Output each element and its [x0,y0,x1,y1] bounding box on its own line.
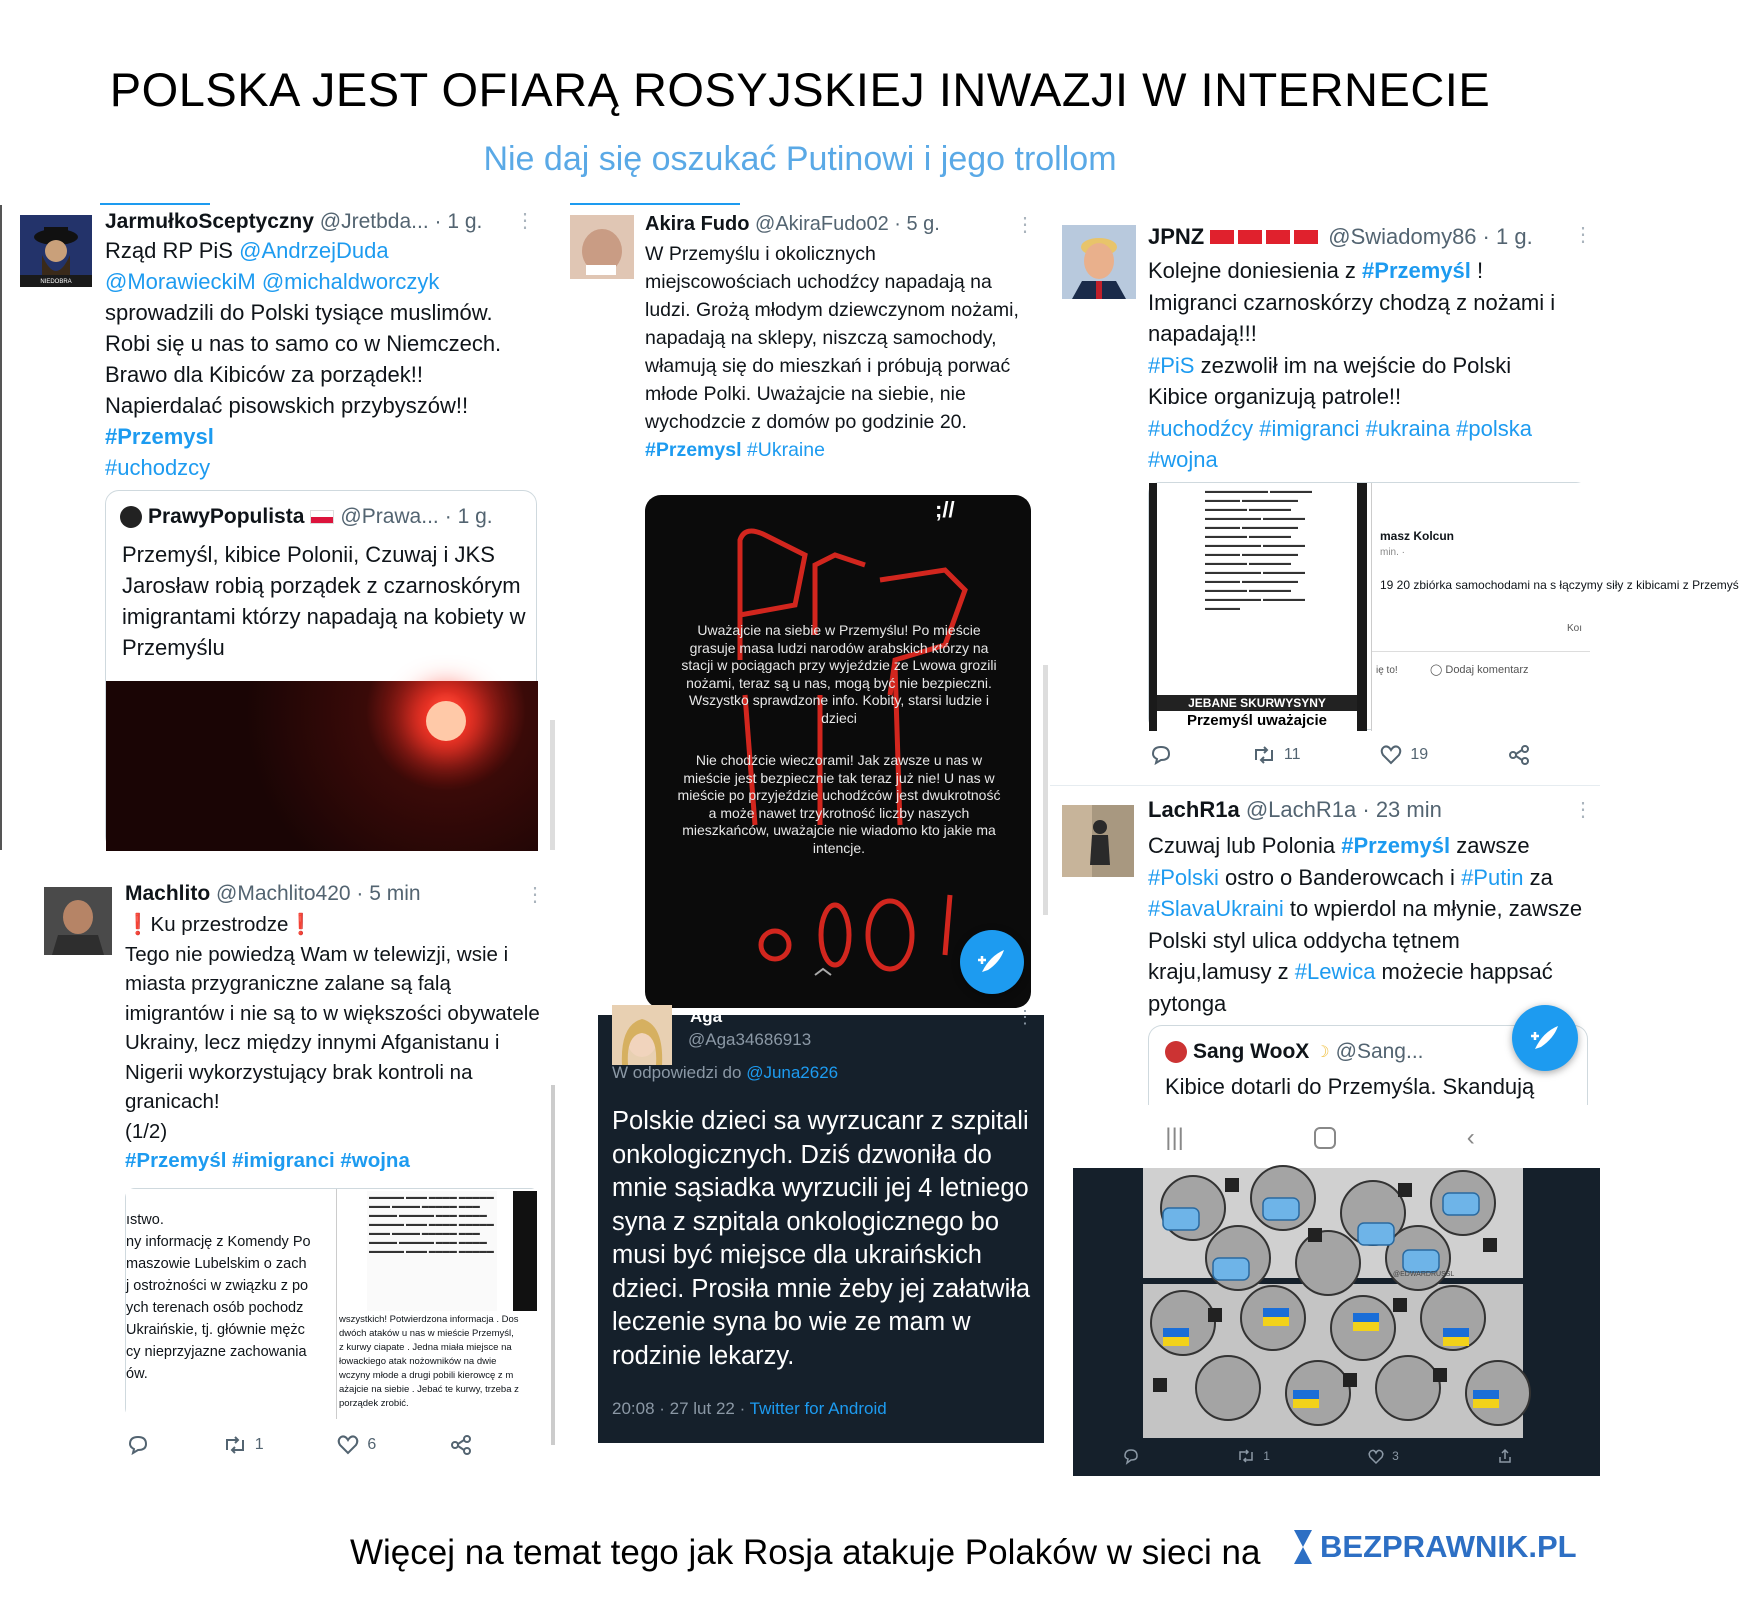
tweet-text: (1/2) [125,1119,168,1143]
tweet-memes[interactable] [1073,1168,1600,1476]
hashtag-link[interactable]: #Lewica [1294,959,1376,984]
hashtag-link[interactable]: #SlavaUkraini [1148,896,1284,921]
user-handle[interactable]: @Jretbda... [319,210,429,233]
screenshot-text: z kurwy ciapate . Jedna miała miejsce na [339,1342,512,1353]
screenshot-meta: min. · [1380,547,1405,558]
screenshot-dark-strip [513,1191,537,1311]
like-count: 19 [1410,746,1429,763]
screenshot-text: cy nieprzyjazne zachowania [126,1344,307,1360]
screenshot-divider [1372,651,1590,652]
screenshot-like: ię to! [1376,665,1398,676]
user-handle[interactable]: @Machlito420 [216,882,351,905]
user-name[interactable]: Machlito [125,882,211,905]
exclamation-icon: ❗ [125,913,151,936]
compose-icon [1512,1005,1578,1071]
like-count: 6 [367,1436,377,1453]
quote-text: Kibice dotarli do Przemyśla. Skandują [1165,1074,1535,1099]
tweet-time: · 5 min [356,882,421,905]
compose-button[interactable] [960,930,1024,994]
poland-flag-icon [1210,230,1322,244]
back-icon[interactable]: ‹ [1466,1124,1475,1151]
page-subtitle: Nie daj się oszukać Putinowi i jego trollom [483,140,1117,178]
tweet-text: za [1523,864,1553,890]
reply-button[interactable] [127,1435,149,1455]
quote-header [120,505,493,529]
tweet-text: możecie happsać pytonga [1148,959,1553,1016]
media-text: Nie chodźcie wieczorami! Jak zawsze u nas w mieście jest bezpiecznie tak teraz już nie! U nas w mieście po przyjeździe uchodźców jest dwukrotność a może nawet trzykrotność liczby naszych mieszkańców, uważajcie nie wiadomo kto jakie ma intencje. [677,752,1001,856]
like-button[interactable] [337,1435,376,1455]
more-icon[interactable]: ⋮ [1573,799,1593,821]
hourglass-icon [1292,1528,1314,1566]
brand-name[interactable]: BEZPRAWNIK.PL [1320,1529,1577,1564]
hashtag-link[interactable]: #Przemyśl #imigranci #wojna [125,1149,410,1172]
tweet-text: Brawo dla Kibiców za porządek!! [105,362,423,387]
screenshot-text: Ukraińskie, tj. głównie mężc [126,1322,305,1338]
reply-prefix: W odpowiedzi do [612,1063,747,1082]
mention-link[interactable]: @AndrzejDuda [239,238,389,263]
tweet-text: zezwolił im na wejście do Polski [1194,352,1512,378]
compose-button[interactable] [1512,1005,1578,1071]
recent-apps-icon[interactable]: ||| [1165,1124,1184,1151]
tweet-text: Napierdalać pisowskich przybyszów!! [105,393,469,418]
screenshot-caption-block [339,1313,540,1411]
tweet-text: Kolejne doniesienia z [1148,258,1363,283]
hashtag-link[interactable]: #uchodźcy #imigranci #ukraina #polska #wojna [1148,415,1532,472]
tweet-time: · 1 g. [434,210,483,233]
retweet-count: 11 [1283,746,1301,763]
reply-icon [1150,745,1172,765]
retweet-count: 1 [1263,1449,1270,1463]
moon-icon: ☽ [1315,1044,1330,1061]
more-icon[interactable]: ⋮ [515,210,535,232]
hashtag-link[interactable]: #Putin [1461,864,1524,890]
tweet-text: Imigranci czarnoskórzy chodzą z nożami i napadają!!! [1148,289,1556,346]
screenshot-text: ıstwo. [126,1212,164,1228]
share-icon [450,1435,472,1455]
video-light [426,701,466,741]
tweet-text: sprowadzili do Polski tysiące muslimów. [105,300,493,325]
hashtag-link[interactable]: #PiS [1148,352,1195,378]
avatar-woman-icon [612,1005,672,1065]
retweet-button[interactable] [223,1436,264,1454]
tweet-actions [127,1435,472,1455]
like-count: 3 [1392,1449,1399,1463]
like-icon [337,1435,359,1455]
tweet-header [1148,797,1442,823]
screenshot-text: ów. [126,1366,148,1382]
user-name[interactable]: LachR1a [1148,797,1240,822]
screenshot-text-block [1157,483,1357,695]
avatar-politician-icon [1062,225,1136,299]
svg-text:NIEDOBRA: NIEDOBRA [40,279,72,285]
like-button[interactable] [1380,745,1428,765]
share-button[interactable] [1508,745,1530,765]
home-icon[interactable] [1314,1127,1336,1149]
avatar[interactable] [570,215,634,279]
tweet-text: Czuwaj lub Polonia [1148,833,1342,858]
retweet-count: 1 [254,1436,264,1453]
avatar-rabbi-icon [20,215,92,287]
share-icon [1508,745,1530,765]
like-icon [1380,745,1402,765]
screenshot-left [1149,483,1367,731]
screenshot-text: dwóch ataków u nas w mieście Przemyśl, [339,1328,514,1339]
user-handle[interactable]: @Aga34686913 [688,1030,812,1049]
quoted-tweet[interactable] [105,490,537,850]
tweet-text: Robi się u nas to samo co w Niemczech. [105,331,502,356]
screenshot-text: wszystkich! Potwierdzona informacja . Dos [339,1314,519,1325]
user-handle[interactable]: @Sang... [1335,1040,1424,1063]
tweet-body [1148,830,1588,1019]
reply-icon [1123,1449,1139,1464]
avatar[interactable] [20,215,92,287]
avatar [1165,1041,1187,1063]
screenshot-text: ny informację z Komendy Po [126,1234,311,1250]
user-name[interactable]: Akira Fudo [645,213,750,235]
hashtag-link[interactable]: #Przemyśl [1341,833,1451,858]
hashtag-link[interactable]: #Polski [1148,864,1219,890]
screenshot-comment [1430,663,1529,676]
quote-video[interactable] [106,681,538,851]
tweet-time: 20:08 · 27 lut 22 · [612,1399,750,1418]
screenshot-left [126,1189,336,1419]
tweet-actions [1123,1448,1513,1464]
screenshot-text: ▬▬▬▬▬▬▬▬▬ ▬▬▬▬▬▬ ▬▬▬▬▬ ▬▬▬▬▬▬▬▬ ▬▬▬▬▬▬ ▬▬▬▬▬▬ ▬▬▬▬▬▬▬▬ ▬▬▬▬▬▬ ▬▬▬▬▬ ▬▬▬▬▬▬▬▬ ▬▬▬▬▬▬ ▬▬▬▬▬▬ ▬▬▬▬▬▬▬▬ ▬▬▬▬▬▬ ▬▬▬▬▬ ▬▬▬▬▬▬▬▬ ▬▬▬▬▬▬ ▬▬▬▬▬▬ ▬▬▬▬▬▬▬▬ ▬▬▬▬▬▬ ▬▬▬▬▬ ▬▬▬▬▬▬▬▬ ▬▬▬▬▬▬ ▬▬▬▬▬▬ ▬▬▬▬▬▬▬▬ ▬▬▬▬▬▬ ▬▬▬▬▬ [1205,488,1312,612]
tweet-text: Ku przestrodze [150,913,289,936]
hashtag-link[interactable]: #Przemysl [645,439,742,461]
share-icon [1497,1448,1513,1464]
more-icon[interactable]: ⋮ [1573,224,1593,246]
screenshot-phone [367,1191,497,1311]
hashtag-link[interactable]: #Przemyśl [1362,258,1471,283]
screenshot-name: masz Kolcun [1380,529,1455,543]
reply-icon [127,1435,149,1455]
screenshot-text: ażajcie na siebie . Jebać te kurwy, trzeba z [339,1384,519,1395]
retweet-icon [1237,1449,1255,1463]
retweet-button[interactable] [1252,746,1301,764]
footer-text: Więcej na temat tego jak Rosja atakuje Polaków w sieci na [350,1533,1261,1572]
scroll-track[interactable] [551,1085,555,1445]
screenshot-text: Koı [1567,623,1583,634]
quote-text: Przemyśl, kibice Polonii, Czuwaj i JKS Jarosław robią porządek z czarnoskórym imigrantami którzy napadają na kobiety w Przemyślu [122,542,526,660]
compose-icon [960,930,1024,994]
comment-icon: ◯ [1430,664,1446,676]
tweet-time: · 1 g. [1482,224,1533,249]
retweet-icon [223,1436,247,1454]
tweet-header [125,882,421,906]
screenshot-text: ▬▬▬▬▬ ▬▬▬ ▬▬▬▬ ▬▬▬▬▬ ▬▬▬ ▬▬▬▬ ▬▬▬▬▬ ▬▬▬ ▬▬▬▬ ▬▬▬▬▬ ▬▬▬ ▬▬▬▬ ▬▬▬▬▬ ▬▬▬ ▬▬▬▬ ▬▬▬▬▬ ▬▬▬ ▬▬▬▬ ▬▬▬▬▬ ▬▬▬ ▬▬▬▬ ▬▬▬▬▬ ▬▬▬ ▬▬▬▬ ▬▬▬▬▬ ▬▬▬ ▬▬▬▬ ▬▬▬▬▬ [369,1194,494,1255]
tweet-meta [612,1399,887,1419]
reply-button[interactable] [1123,1449,1139,1464]
meme-watermark: @EDWARDRUSSL [1393,1271,1455,1278]
user-handle[interactable]: @AkiraFudo02 [755,213,889,235]
avatar-statue-icon [1062,805,1134,877]
tweet-text: ostro o Banderowcach i [1218,864,1462,890]
user-name[interactable]: Aga [690,1007,723,1026]
tweet-text: zawsze [1450,833,1530,858]
hashtag-link[interactable]: #Ukraine [746,439,825,461]
user-name[interactable]: PrawyPopulista [148,505,305,528]
reply-button[interactable] [1150,745,1172,765]
screenshot-caption: JEBANE SKURWYSYNY [1157,695,1357,711]
like-icon [1368,1449,1384,1464]
user-handle[interactable]: @Swiadomy86 [1328,224,1477,249]
poland-flag-icon [310,510,334,524]
screenshot-right [336,1189,541,1419]
screenshot-footer: Przemyśl uważajcie [1157,711,1357,731]
screenshot-text: łowackiego atak nożowników na dwie [339,1356,497,1367]
page-title: POLSKA JEST OFIARĄ ROSYJSKIEJ INWAZJI W INTERNECIE [109,63,1491,116]
tweet-header [1148,224,1533,250]
more-icon[interactable]: ⋮ [1016,1007,1034,1027]
avatar [120,506,142,528]
tweet-text: W Przemyślu i okolicznych miejscowościach uchodźcy napadają na ludzi. Grożą młodym dziewczynom nożami, napadają na sklepy, niszczą samochody, włamują się do mieszkań i próbują porwać młode Polki. Uważajcie na siebie, nie wychodzcie z domów po godzinie 20. [645,243,1019,433]
tweet-time: · 23 min [1362,797,1442,822]
tweet-text: Polskie dzieci sa wyrzucanr z szpitali onkologicznych. Dziś dzwoniła do mnie sąsiadka wyrzucili jej 4 letniego syna z szpitala onkologicznego bo musi być miejsce dla ukraińskich dzieci. Prosiła mnie żeby jej załatwiła leczenie syna bo wie ze mam w rodzinie lekarzy. [612,1107,1031,1370]
tweet-text: ! [1470,258,1484,283]
reply-context [612,1063,838,1083]
tweet-time: · 5 g. [894,213,940,235]
screenshot-text: 19 20 zbiórka samochodami na s łączymy siły z kibicami z Przemyś [1380,578,1739,592]
tweet-body [125,910,545,1176]
tweet-body [1148,255,1588,476]
tweet-text: to wpierdol na młynie, zawsze Polski styl ulica oddycha tętnem kraju,lamusy z [1148,896,1583,984]
screenshot-text: porządek zrobić. [339,1398,409,1409]
tweet-body [645,240,1025,464]
tweet-time: · 1 g. [444,505,493,528]
tweet-aga[interactable] [598,1007,1044,1443]
avatar[interactable] [1062,225,1136,299]
user-handle[interactable]: @Prawa... [340,505,439,528]
screenshot-text: maszowie Lubelskim o zach [126,1256,307,1272]
mention-link[interactable]: @Juna2626 [746,1063,839,1082]
more-icon[interactable]: ⋮ [525,884,545,906]
tweet-actions [1150,745,1530,765]
retweet-button[interactable] [1237,1449,1270,1463]
more-icon[interactable]: ⋮ [1015,214,1035,236]
share-button[interactable] [1497,1448,1513,1464]
brand-logo[interactable] [1292,1528,1577,1566]
tweet-text: Kibice organizują patrole!! [1148,384,1402,409]
meme-image[interactable] [1143,1168,1523,1438]
scroll-track[interactable] [550,720,555,850]
quote-header [1165,1040,1424,1064]
tweet-text: Tego nie powiedzą Wam w telewizji, wsie i miasta przygraniczne zalane są falą imigrantów i nie są to w większości obywatele Ukrainy, lecz między innymi Afganistanu i Nigerii wykorzystujący brak kontroli na granicach! [125,942,540,1113]
screenshot-text: wczyny młode a drugi pobili kierowcę z m [339,1370,514,1381]
avatar[interactable] [612,1005,672,1065]
android-nav-bar [1100,1118,1540,1158]
share-button[interactable] [450,1435,472,1455]
scroll-track[interactable] [1043,665,1048,915]
tweet-media[interactable] [1148,482,1739,730]
tweet-source-link[interactable]: Twitter for Android [749,1399,887,1418]
avatar-face-icon [570,215,634,279]
like-button[interactable] [1368,1449,1399,1464]
hashtag-link[interactable]: #Przemysl [105,424,214,449]
tweet-media[interactable] [125,1188,540,1418]
hashtag-link[interactable]: #uchodzcy [105,455,211,480]
mention-link[interactable]: @michaldworczyk [261,269,440,294]
retweet-icon [1252,746,1276,764]
tweet-text: Rząd RP PiS [105,238,240,263]
tweet-body [105,235,535,483]
mention-link[interactable]: @MorawieckiM [105,269,256,294]
user-name[interactable]: JPNZ [1148,224,1205,249]
tweet-header [105,210,482,234]
media-text: Uważajcie na siebie w Przemyślu! Po mieście grasuje masa ludzi narodów arabskich którzy na stacji w pociągach przy wyjeździe ze Lwowa grozili nożami, teraz są u nas, mogą być nie bezpieczni. Wszystko sprawdzone info. Kobity, starsi ludzie i dzieci [681,622,997,726]
avatar[interactable] [1062,805,1134,877]
screenshot-right [1371,483,1739,731]
screenshot-text: ych terenach osób pochodz [126,1300,304,1316]
exclamation-icon: ❗ [288,913,314,936]
tweet-header [645,213,940,236]
avatar[interactable] [44,887,112,955]
screenshot-comment-label: Dodaj komentarz [1445,664,1529,676]
avatar-boxer-icon [44,887,112,955]
user-name[interactable]: Sang WooX [1193,1040,1310,1063]
screenshot-text: j ostrożności w związku z po [126,1278,309,1294]
user-name[interactable]: JarmułkoSceptyczny [105,210,314,233]
user-handle[interactable]: @LachR1a [1245,797,1357,822]
media-corner-text: ;// [935,497,955,522]
